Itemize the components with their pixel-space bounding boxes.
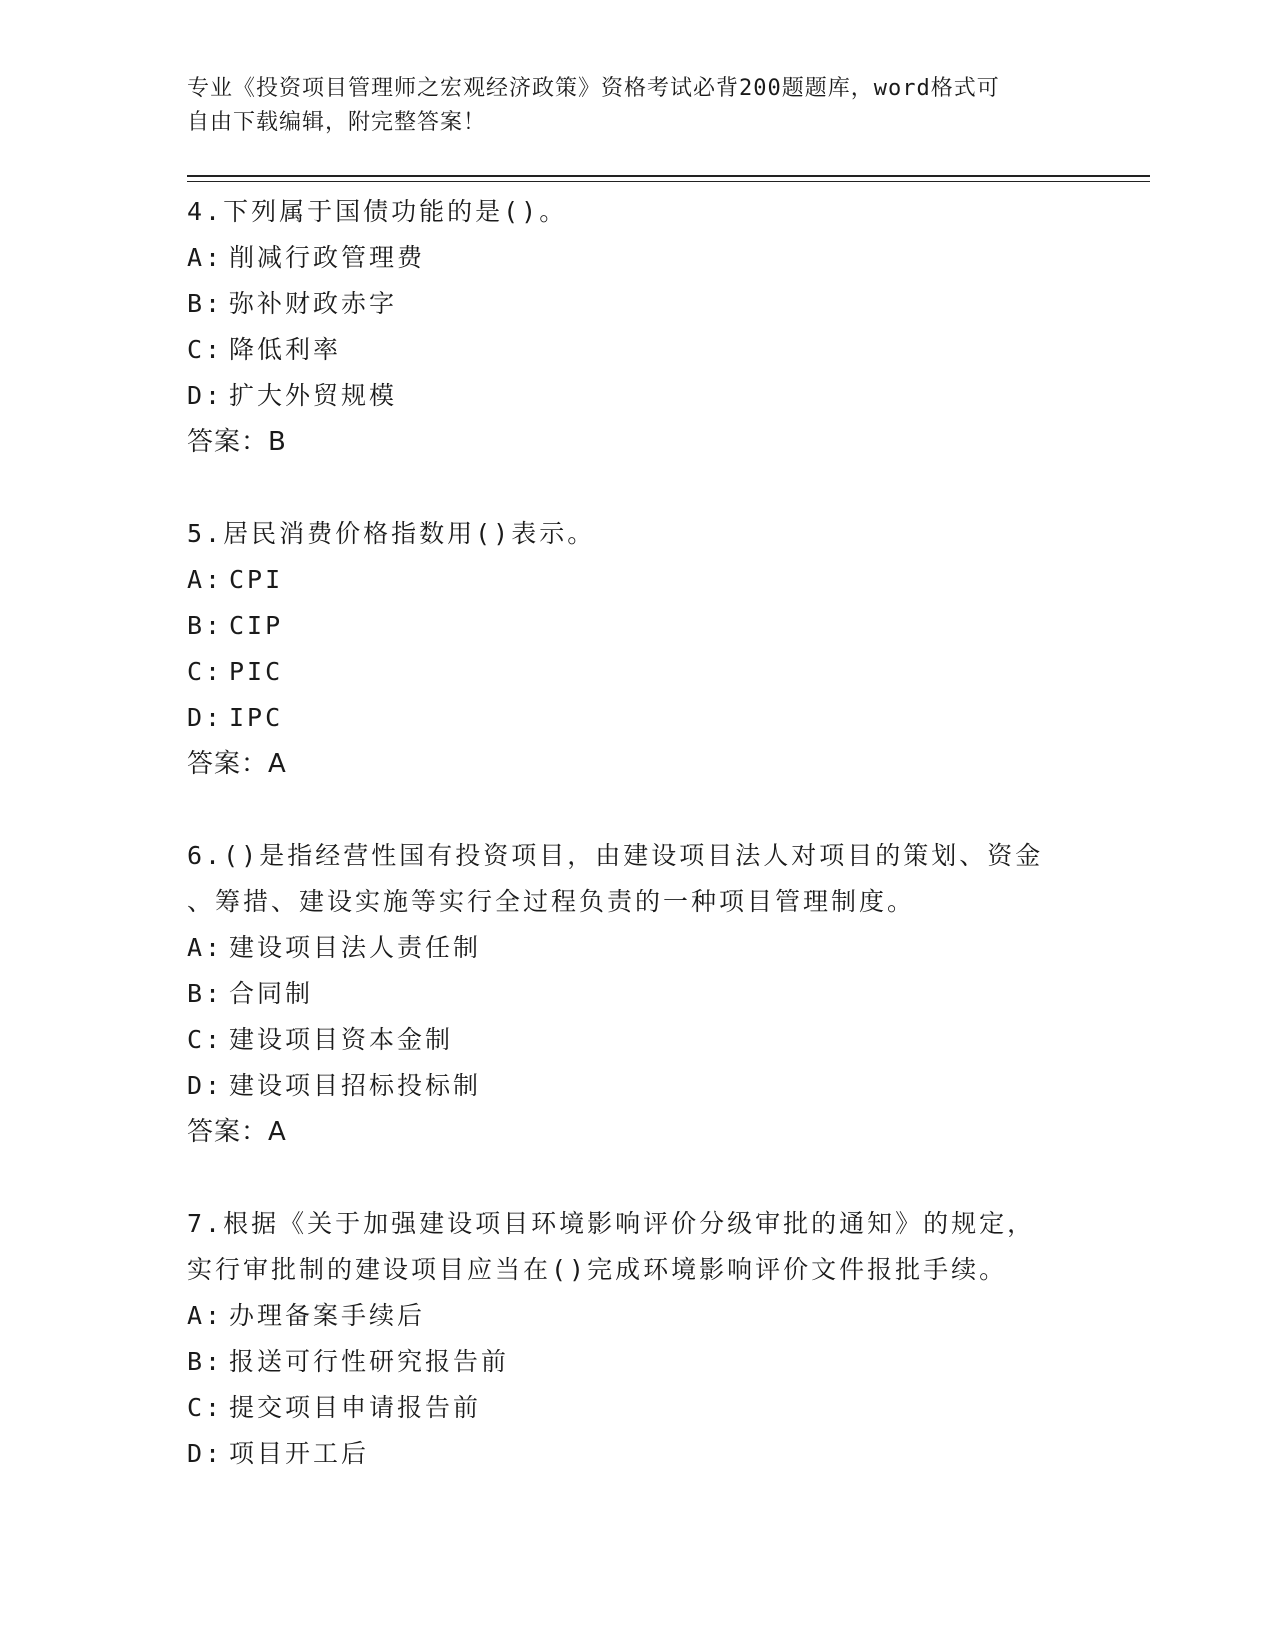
- option-key: C:: [187, 335, 224, 364]
- question-6: [187, 833, 1087, 1155]
- header-line-2: 自由下载编辑，附完整答案！: [187, 110, 487, 135]
- option-text: 建设项目资本金制: [229, 1025, 454, 1054]
- header-line-1: 专业《投资项目管理师之宏观经济政策》资格考试必背200题题库，word格式可: [187, 76, 1000, 101]
- question-stem-line-1: 7.根据《关于加强建设项目环境影响评价分级审批的通知》的规定，: [187, 1209, 1036, 1238]
- option-text: 削减行政管理费: [229, 243, 426, 272]
- question-stem: 4.下列属于国债功能的是()。: [187, 197, 568, 226]
- question-stem: 5.居民消费价格指数用()表示。: [187, 519, 596, 548]
- option-key: B:: [187, 979, 224, 1008]
- option-text: 扩大外贸规模: [229, 381, 398, 410]
- option-text: 建设项目法人责任制: [229, 933, 482, 962]
- option-d: [187, 1431, 1087, 1477]
- option-key: A:: [187, 565, 224, 594]
- document-header: [187, 72, 1077, 140]
- question-4: [187, 189, 1087, 465]
- option-text: 弥补财政赤字: [229, 289, 398, 318]
- option-key: A:: [187, 1301, 224, 1330]
- option-key: A:: [187, 933, 224, 962]
- option-key: D:: [187, 703, 224, 732]
- option-text: 合同制: [229, 979, 314, 1008]
- question-5: [187, 511, 1087, 787]
- option-key: A:: [187, 243, 224, 272]
- option-b: [187, 603, 1087, 649]
- option-d: [187, 695, 1087, 741]
- question-stem-line-2: 实行审批制的建设项目应当在()完成环境影响评价文件报批手续。: [187, 1255, 1008, 1284]
- option-a: [187, 235, 1087, 281]
- option-c: [187, 1385, 1087, 1431]
- answer-line: 答案：A: [187, 1117, 287, 1147]
- option-c: [187, 1017, 1087, 1063]
- answer-line: 答案：B: [187, 427, 287, 457]
- option-text: 办理备案手续后: [229, 1301, 426, 1330]
- option-d: [187, 373, 1087, 419]
- option-text: PIC: [229, 657, 284, 686]
- option-b: [187, 971, 1087, 1017]
- option-c: [187, 327, 1087, 373]
- option-d: [187, 1063, 1087, 1109]
- option-text: CIP: [229, 611, 284, 640]
- option-b: [187, 1339, 1087, 1385]
- option-key: D:: [187, 1439, 224, 1468]
- option-key: C:: [187, 657, 224, 686]
- option-a: [187, 1293, 1087, 1339]
- option-key: B:: [187, 1347, 224, 1376]
- option-key: D:: [187, 381, 224, 410]
- option-text: 报送可行性研究报告前: [229, 1347, 510, 1376]
- option-c: [187, 649, 1087, 695]
- option-text: 建设项目招标投标制: [229, 1071, 482, 1100]
- option-key: B:: [187, 611, 224, 640]
- question-7: [187, 1201, 1087, 1477]
- option-key: B:: [187, 289, 224, 318]
- question-stem-line-2: 、筹措、建设实施等实行全过程负责的一种项目管理制度。: [187, 887, 916, 916]
- question-stem-line-1: 6.()是指经营性国有投资项目，由建设项目法人对项目的策划、资金: [187, 841, 1044, 870]
- option-text: CPI: [229, 565, 284, 594]
- option-text: 提交项目申请报告前: [229, 1393, 482, 1422]
- option-key: D:: [187, 1071, 224, 1100]
- header-divider-thick: [187, 175, 1150, 177]
- option-b: [187, 281, 1087, 327]
- option-text: IPC: [229, 703, 284, 732]
- option-text: 项目开工后: [229, 1439, 370, 1468]
- option-a: [187, 557, 1087, 603]
- option-a: [187, 925, 1087, 971]
- header-divider-thin: [187, 181, 1150, 182]
- option-text: 降低利率: [229, 335, 342, 364]
- question-list: [187, 189, 1087, 1523]
- option-key: C:: [187, 1393, 224, 1422]
- answer-line: 答案：A: [187, 749, 287, 779]
- option-key: C:: [187, 1025, 224, 1054]
